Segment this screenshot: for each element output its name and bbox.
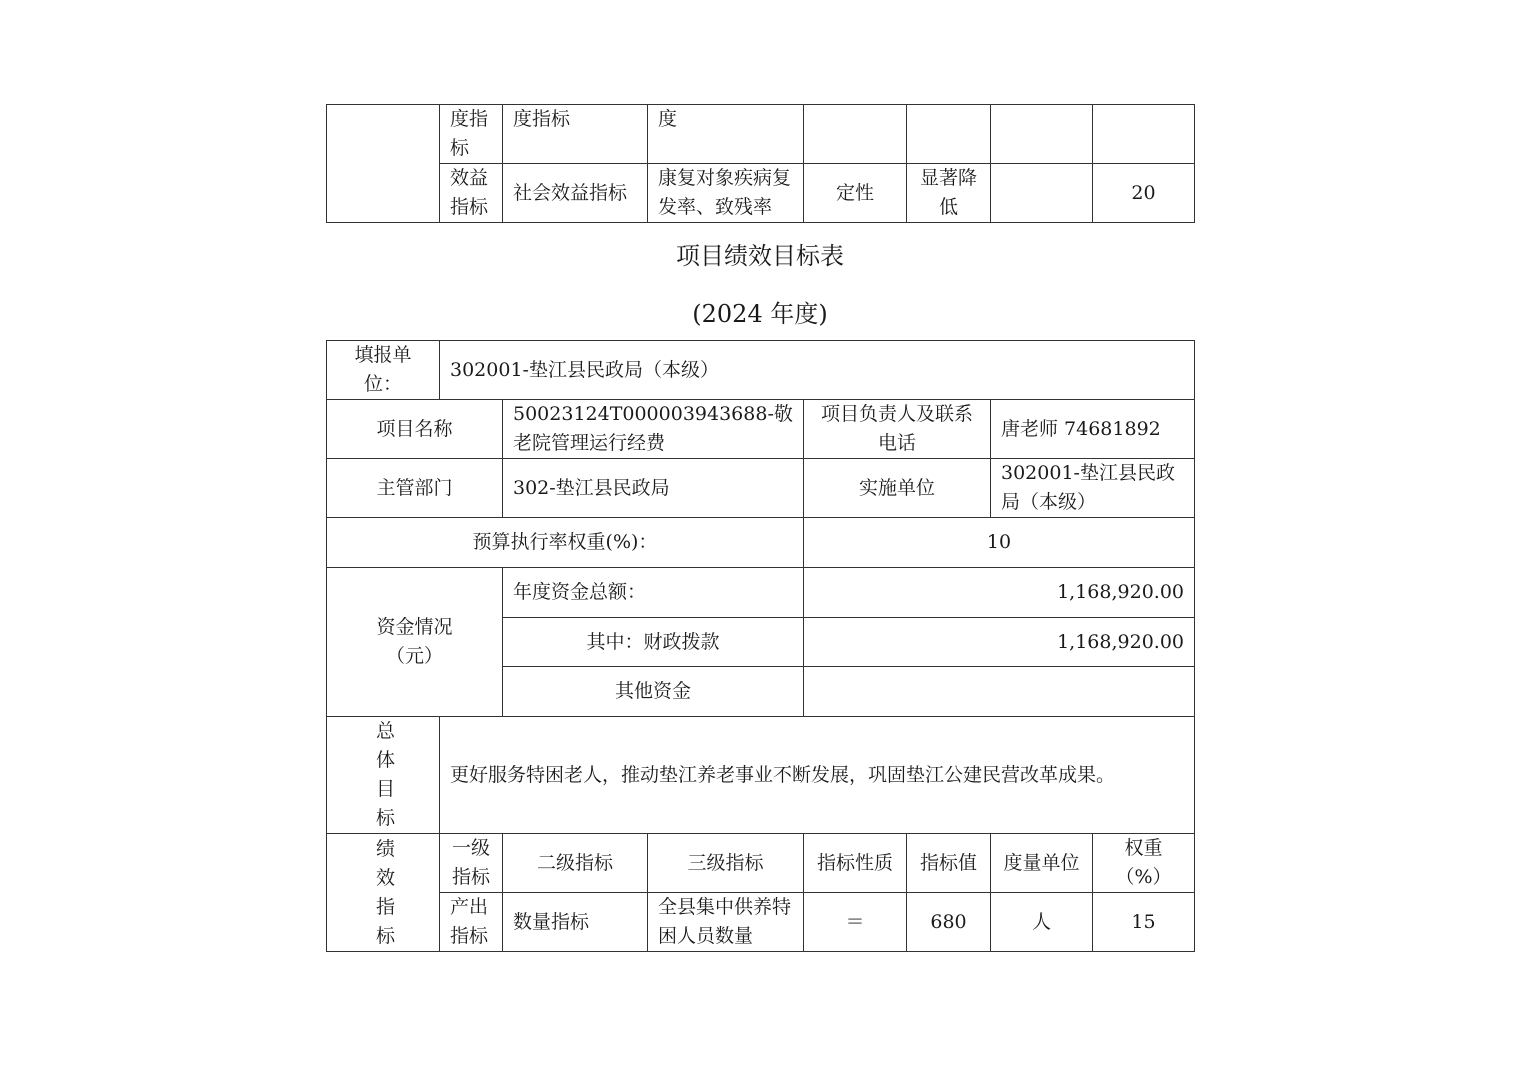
table-row — [327, 893, 1195, 952]
budget-rate-label: 预算执行率权重(%)： — [327, 518, 804, 568]
prev-level3-cell: 度 — [648, 105, 804, 164]
empty-cell — [1093, 105, 1195, 164]
fiscal-label: 其中：财政拨款 — [503, 618, 804, 667]
budget-rate-value: 10 — [804, 518, 1195, 568]
unit-cell: 人 — [991, 893, 1093, 952]
empty-cell — [804, 105, 907, 164]
annual-total-label: 年度资金总额： — [503, 568, 804, 618]
prev-weight-cell: 20 — [1093, 164, 1195, 223]
performance-label: 绩效指标 — [327, 834, 440, 952]
fiscal-value: 1,168,920.00 — [804, 618, 1195, 667]
prev-level3-cell: 康复对象疾病复发率、致残率 — [648, 164, 804, 223]
merged-cell — [327, 105, 440, 223]
empty-cell — [907, 105, 991, 164]
level1-cell: 产出指标 — [440, 893, 503, 952]
prev-level2-cell: 度指标 — [503, 105, 648, 164]
funds-label: 资金情况（元） — [327, 568, 503, 717]
performance-target-table — [326, 340, 1195, 952]
prev-level1-cell: 度指标 — [440, 105, 503, 164]
dept-label: 主管部门 — [327, 459, 503, 518]
prev-level1-cell: 效益指标 — [440, 164, 503, 223]
previous-table-fragment — [326, 104, 1195, 223]
header-weight: 权重（%） — [1093, 834, 1195, 893]
header-level3: 三级指标 — [648, 834, 804, 893]
header-level2: 二级指标 — [503, 834, 648, 893]
page-title: 项目绩效目标表 — [676, 242, 844, 270]
value-cell: 680 — [907, 893, 991, 952]
goal-value: 更好服务特困老人，推动垫江养老事业不断发展，巩固垫江公建民营改革成果。 — [440, 717, 1195, 834]
prev-value-cell: 显著降低 — [907, 164, 991, 223]
level2-cell: 数量指标 — [503, 893, 648, 952]
page-subtitle: (2024 年度) — [692, 300, 828, 328]
project-name-label: 项目名称 — [327, 400, 503, 459]
nature-cell: ＝ — [804, 893, 907, 952]
prev-nature-cell: 定性 — [804, 164, 907, 223]
contact-label: 项目负责人及联系电话 — [804, 400, 991, 459]
weight-cell: 15 — [1093, 893, 1195, 952]
unit-value: 302001-垫江县民政局（本级） — [440, 341, 1195, 400]
level3-cell: 全县集中供养特困人员数量 — [648, 893, 804, 952]
header-value: 指标值 — [907, 834, 991, 893]
other-funds-value — [804, 667, 1195, 717]
contact-value: 唐老师 74681892 — [991, 400, 1195, 459]
project-name-value: 50023124T000003943688-敬老院管理运行经费 — [503, 400, 804, 459]
empty-cell — [991, 105, 1093, 164]
impl-label: 实施单位 — [804, 459, 991, 518]
prev-unit-cell — [991, 164, 1093, 223]
dept-value: 302-垫江县民政局 — [503, 459, 804, 518]
other-funds-label: 其他资金 — [503, 667, 804, 717]
annual-total-value: 1,168,920.00 — [804, 568, 1195, 618]
unit-label: 填报单位： — [327, 341, 440, 400]
header-unit: 度量单位 — [991, 834, 1093, 893]
prev-level2-cell: 社会效益指标 — [503, 164, 648, 223]
impl-value: 302001-垫江县民政局（本级） — [991, 459, 1195, 518]
header-nature: 指标性质 — [804, 834, 907, 893]
header-level1: 一级指标 — [440, 834, 503, 893]
goal-label: 总体目标 — [327, 717, 440, 834]
